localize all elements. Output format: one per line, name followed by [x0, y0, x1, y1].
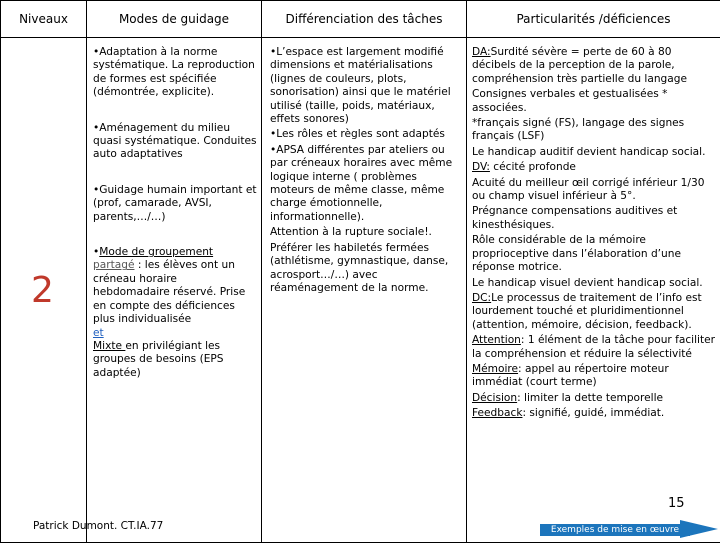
memoire-role-item: Rôle considérable de la mémoire proprioceptive dans l’élaboration d’une réponse motrice. [472, 234, 717, 274]
consignes-item: Consignes verbales et gestualisées * associées. [472, 88, 717, 115]
header-particularites: Particularités /déficiences [467, 1, 720, 38]
header-row [1, 1, 720, 38]
dv-item: DV: cécité profonde [472, 161, 717, 174]
feedback-item: Feedback: signifié, guidé, immédiat. [472, 407, 717, 420]
header-differenciation: Différenciation des tâches [262, 1, 467, 38]
guidage-cell [87, 38, 262, 543]
guidage-norme: •Adaptation à la norme systématique. La reproduction de formes est spécifiée (démontrée, explicite). [93, 46, 257, 100]
header-modes-guidage: Modes de guidage [87, 1, 262, 38]
level-cell [1, 38, 87, 543]
decision-item: Décision: limiter la dette temporelle [472, 392, 717, 405]
arrow-right-icon[interactable] [680, 518, 720, 540]
partage-link[interactable]: partagé [93, 259, 134, 271]
da-item: DA:Surdité sévère = perte de 60 à 80 décibels de la perception de la parole, compréhension très partielle du langage [472, 46, 717, 86]
taches-habiletes: Préférer les habiletés fermées (athlétisme, gymnastique, danse, acrosport…/…) avec réaménagement de la norme. [270, 242, 462, 296]
memoire-item: Mémoire: appel au répertoire moteur immédiat (court terme) [472, 363, 717, 390]
header-niveaux: Niveaux [1, 1, 87, 38]
taches-roles: •Les rôles et règles sont adaptés [270, 128, 462, 141]
footer-author: Patrick Dumont. CT.IA.77 [33, 520, 163, 532]
groupement-label: Mode de groupement [99, 246, 213, 258]
guidage-humain: •Guidage humain important et (prof, camarade, AVSI, parents,…/…) [93, 184, 257, 224]
dc-item: DC:Le processus de traitement de l’info est lourdement touché et pluridimentionnel (attention, mémoire, décision, feedback). [472, 292, 717, 332]
level-row [1, 38, 720, 543]
taches-cell [262, 38, 467, 543]
level-number: 2 [31, 270, 54, 311]
particularites-cell [467, 38, 720, 543]
pregnance-item: Prégnance compensations auditives et kinesthésiques. [472, 205, 717, 232]
taches-attention: Attention à la rupture sociale!. [270, 226, 462, 239]
mixte-label: Mixte [93, 340, 125, 352]
taches-apsa: •APSA différentes par ateliers ou par créneaux horaires avec même logique interne ( problèmes moteurs de même classe, même charge émotionnelle, informationnelle). [270, 144, 462, 224]
fs-item: *français signé (FS), langage des signes français (LSF) [472, 117, 717, 144]
auditif-item: Le handicap auditif devient handicap social. [472, 146, 717, 159]
next-slide-label[interactable]: Exemples de mise en œuvre [540, 524, 690, 536]
et-link[interactable]: et [93, 327, 104, 339]
taches-espace: •L’espace est largement modifié dimensions et matérialisations (lignes de couleurs, plots, sonorisation) ainsi que le matériel utilisé (taille, poids, matériaux, effets sonores) [270, 46, 462, 126]
page-number: 15 [668, 496, 685, 511]
next-slide-button[interactable] [540, 518, 720, 540]
attention-item: Attention: 1 élément de la tâche pour faciliter la compréhension et réduire la sélectivité [472, 334, 717, 361]
acuite-item: Acuité du meilleur œil corrigé inférieur 1/30 ou champ visuel inférieur à 5°. [472, 177, 717, 204]
guidage-milieu: •Aménagement du milieu quasi systématique. Conduites auto adaptatives [93, 122, 257, 162]
guidage-groupement: •Mode de groupement partagé : les élèves ont un créneau horaire hebdomadaire réservé. Prise en compte des déficiences plus individualisée et Mixte en privilégiant les groupes de besoins (EPS adaptée) [93, 246, 257, 380]
visuel-item: Le handicap visuel devient handicap social. [472, 277, 717, 290]
